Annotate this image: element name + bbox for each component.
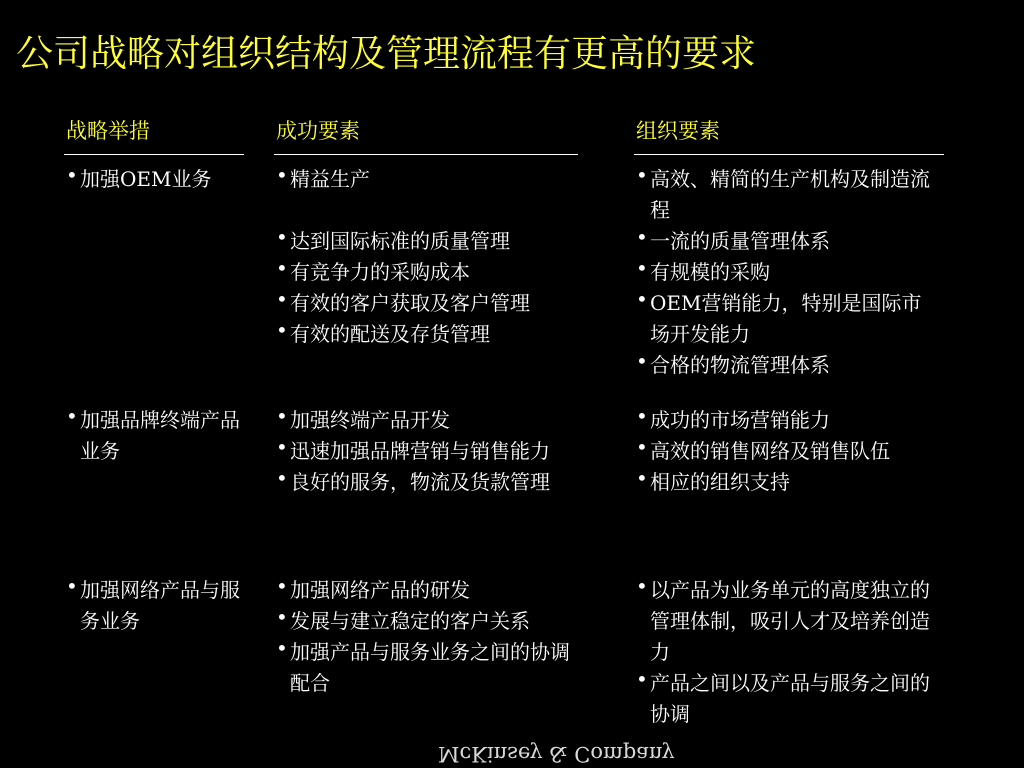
bullet-icon: • [636, 574, 648, 598]
row3-org [634, 575, 938, 730]
bullet-icon: • [276, 318, 288, 342]
bullet-icon: • [636, 667, 648, 691]
item-text: 发展与建立稳定的客户关系 [290, 609, 530, 633]
item-text: 有竞争力的采购成本 [290, 260, 470, 284]
row1-strategy [64, 164, 244, 195]
bullet-icon: • [66, 574, 78, 598]
item-text: 达到国际标准的质量管理 [290, 229, 510, 253]
bullet-icon: • [636, 349, 648, 373]
bullet-icon: • [636, 404, 648, 428]
list-item [274, 637, 580, 699]
spacer [274, 195, 580, 226]
bullet-icon: • [636, 287, 648, 311]
bullet-icon: • [276, 466, 288, 490]
bullet-icon: • [636, 225, 648, 249]
row2-success [274, 405, 580, 498]
bullet-icon: • [276, 636, 288, 660]
bullet-icon: • [636, 435, 648, 459]
divider-org [634, 154, 944, 155]
bullet-icon: • [66, 163, 78, 187]
list-item [274, 606, 580, 637]
row2-strategy [64, 405, 244, 467]
list-item [634, 467, 938, 498]
item-text: 高效的销售网络及销售队伍 [650, 439, 890, 463]
bullet-icon: • [276, 404, 288, 428]
item-text: 相应的组织支持 [650, 470, 790, 494]
list-item [274, 164, 580, 195]
list-item [274, 467, 580, 498]
item-text: 合格的物流管理体系 [650, 353, 830, 377]
bullet-icon: • [276, 574, 288, 598]
bullet-icon: • [276, 287, 288, 311]
item-text: 成功的市场营销能力 [650, 408, 830, 432]
row3-strategy [64, 575, 244, 637]
row1-org [634, 164, 938, 381]
divider-success [274, 154, 578, 155]
list-item [634, 257, 938, 288]
item-text: 加强OEM业务 [80, 167, 212, 191]
item-text: 高效、精简的生产机构及制造流程 [650, 167, 930, 222]
item-text: 产品之间以及产品与服务之间的协调 [650, 671, 930, 726]
bullet-icon: • [276, 256, 288, 280]
bullet-icon: • [636, 163, 648, 187]
list-item [274, 257, 580, 288]
item-text: 精益生产 [290, 167, 370, 191]
bullet-icon: • [276, 225, 288, 249]
list-item [274, 436, 580, 467]
item-text: 一流的质量管理体系 [650, 229, 830, 253]
item-text: 有效的配送及存货管理 [290, 322, 490, 346]
list-item [274, 575, 580, 606]
list-item [634, 288, 938, 350]
bullet-icon: • [636, 466, 648, 490]
item-text: 有效的客户获取及客户管理 [290, 291, 530, 315]
item-text: 有规模的采购 [650, 260, 770, 284]
list-item [64, 405, 244, 467]
item-text: OEM营销能力，特别是国际市场开发能力 [650, 291, 922, 346]
list-item [64, 164, 244, 195]
bullet-icon: • [276, 163, 288, 187]
header-strategy: 战略举措 [66, 119, 150, 143]
list-item [274, 288, 580, 319]
list-item [274, 405, 580, 436]
row2-org [634, 405, 938, 498]
list-item [634, 575, 938, 668]
header-success: 成功要素 [276, 119, 360, 143]
row3-success [274, 575, 580, 699]
list-item [274, 319, 580, 350]
row1-success [274, 164, 580, 350]
item-text: 以产品为业务单元的高度独立的管理体制，吸引人才及培养创造力 [650, 578, 930, 664]
list-item [634, 405, 938, 436]
item-text: 加强终端产品开发 [290, 408, 450, 432]
item-text: 加强产品与服务业务之间的协调配合 [290, 640, 570, 695]
bullet-icon: • [66, 404, 78, 428]
company-logo: McKinsey & Company [438, 742, 675, 766]
list-item [634, 226, 938, 257]
bullet-icon: • [276, 605, 288, 629]
divider-strategy [64, 154, 244, 155]
list-item [634, 164, 938, 226]
list-item [64, 575, 244, 637]
item-text: 良好的服务，物流及货款管理 [290, 470, 550, 494]
item-text: 加强网络产品与服务业务 [80, 578, 240, 633]
list-item [634, 436, 938, 467]
item-text: 加强网络产品的研发 [290, 578, 470, 602]
bullet-icon: • [636, 256, 648, 280]
header-org: 组织要素 [636, 119, 720, 143]
page-title: 公司战略对组织结构及管理流程有更高的要求 [16, 32, 756, 75]
bullet-icon: • [276, 435, 288, 459]
list-item [634, 350, 938, 381]
item-text: 迅速加强品牌营销与销售能力 [290, 439, 550, 463]
list-item [634, 668, 938, 730]
list-item [274, 226, 580, 257]
item-text: 加强品牌终端产品业务 [80, 408, 240, 463]
